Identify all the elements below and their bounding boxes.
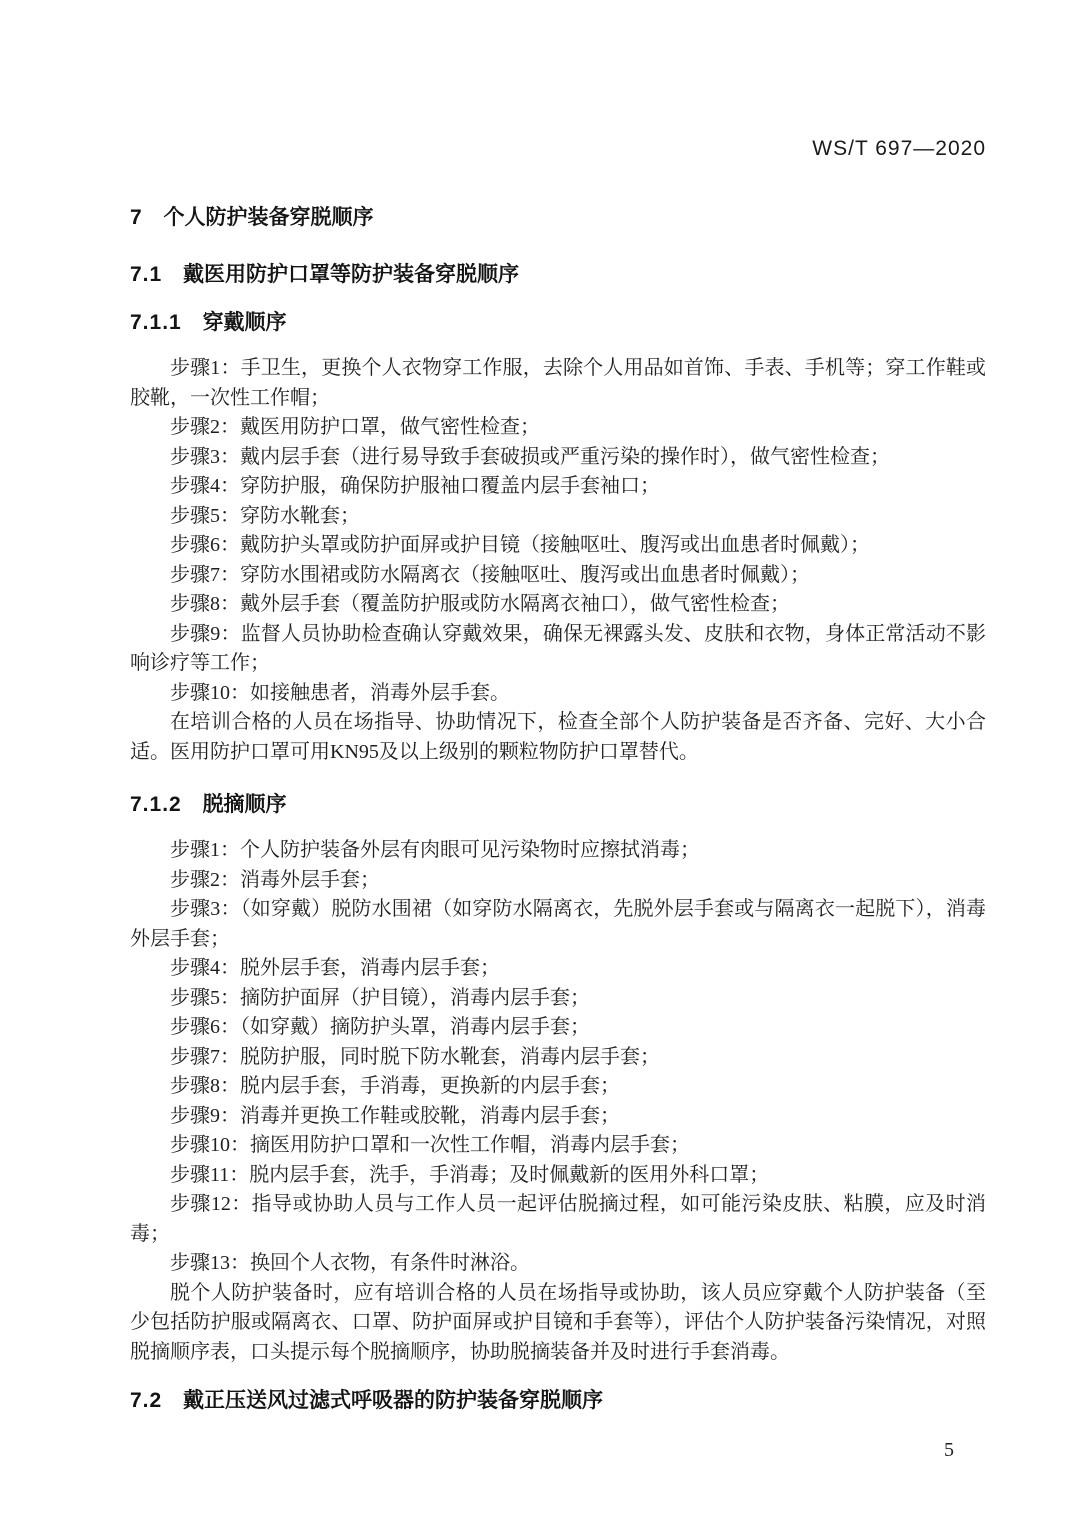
donning-step-paragraph: 步骤1：手卫生，更换个人衣物穿工作服，去除个人用品如首饰、手表、手机等；穿工作鞋或胶靴，一次性工作帽；: [130, 357, 986, 409]
doffing-steps-list: [130, 836, 986, 1279]
donning-step-paragraph: 步骤2：戴医用防护口罩，做气密性检查；: [170, 416, 540, 438]
doffing-step-paragraph: 步骤13：换回个人衣物，有条件时淋浴。: [170, 1252, 530, 1274]
doffing-note: 脱个人防护装备时，应有培训合格的人员在场指导或协助，该人员应穿戴个人防护装备（至少包括防护服或隔离衣、口罩、防护面屏或护目镜和手套等），评估个人防护装备污染情况，对照脱摘顺序表，口头提示每个脱摘顺序，协助脱摘装备并及时进行手套消毒。: [130, 1281, 986, 1363]
section-heading-7: [130, 206, 986, 230]
section-7-1-1-number: 7.1.1: [130, 311, 182, 334]
doffing-step-paragraph: 步骤10：摘医用防护口罩和一次性工作帽，消毒内层手套；: [170, 1134, 690, 1156]
donning-step-paragraph: 步骤3：戴内层手套（进行易导致手套破损或严重污染的操作时），做气密性检查；: [170, 445, 890, 468]
donning-note: 在培训合格的人员在场指导、协助情况下，检查全部个人防护装备是否齐备、完好、大小合适。医用防护口罩可用KN95及以上级别的颗粒物防护口罩替代。: [130, 711, 986, 763]
doffing-step-paragraph: 步骤12：指导或协助人员与工作人员一起评估脱摘过程，如可能污染皮肤、粘膜，应及时消毒；: [130, 1193, 986, 1245]
standard-number: WS/T 697—2020: [812, 137, 986, 160]
donning-step-paragraph: 步骤9：监督人员协助检查确认穿戴效果，确保无裸露头发、皮肤和衣物，身体正常活动不影响诊疗等工作；: [130, 622, 986, 674]
donning-step-paragraph: 步骤4：穿防护服，确保防护服袖口覆盖内层手套袖口；: [170, 475, 660, 497]
donning-step-paragraph: 步骤5：穿防水靴套；: [170, 504, 360, 527]
doffing-step-paragraph: 步骤6：（如穿戴）摘防护头罩，消毒内层手套；: [170, 1016, 590, 1038]
doffing-step-paragraph: 步骤7：脱防护服，同时脱下防水靴套，消毒内层手套；: [170, 1045, 660, 1068]
donning-steps-list: [130, 354, 986, 708]
donning-step-paragraph: 步骤6：戴防护头罩或防护面屏或护目镜（接触呕吐、腹泻或出血患者时佩戴）；: [170, 534, 870, 556]
doffing-step-paragraph: 步骤8：脱内层手套，手消毒，更换新的内层手套；: [170, 1075, 620, 1097]
donning-step-paragraph: 步骤7：穿防水围裙或防水隔离衣（接触呕吐、腹泻或出血患者时佩戴）；: [170, 563, 810, 586]
section-heading-7-1: [130, 263, 986, 287]
doffing-step-paragraph: 步骤2：消毒外层手套；: [170, 868, 380, 891]
donning-step-paragraph: 步骤8：戴外层手套（覆盖防护服或防水隔离衣袖口），做气密性检查；: [170, 593, 790, 615]
section-7-number: 7: [130, 206, 143, 229]
doffing-step-paragraph: 步骤9：消毒并更换工作鞋或胶靴，消毒内层手套；: [170, 1104, 620, 1127]
doffing-step-paragraph: 步骤4：脱外层手套，消毒内层手套；: [170, 957, 500, 979]
doffing-step-paragraph: 步骤11：脱内层手套，洗手，手消毒；及时佩戴新的医用外科口罩；: [170, 1163, 770, 1186]
page-number: 5: [944, 1439, 954, 1461]
section-7-1-1-title: 穿戴顺序: [202, 311, 287, 334]
section-7-title: 个人防护装备穿脱顺序: [163, 206, 374, 229]
section-heading-7-1-1: [130, 311, 986, 335]
section-heading-7-1-2: [130, 793, 986, 817]
section-7-1-title: 戴医用防护口罩等防护装备穿脱顺序: [183, 263, 520, 286]
section-7-2-title: 戴正压送风过滤式呼吸器的防护装备穿脱顺序: [183, 1389, 604, 1412]
section-7-1-2-number: 7.1.2: [130, 793, 182, 816]
donning-step-paragraph: 步骤10：如接触患者，消毒外层手套。: [170, 681, 510, 704]
doffing-step-paragraph: 步骤5：摘防护面屏（护目镜），消毒内层手套；: [170, 986, 590, 1009]
section-7-2-number: 7.2: [130, 1389, 163, 1412]
section-heading-7-2: [130, 1389, 986, 1413]
doffing-step-paragraph: 步骤1：个人防护装备外层有肉眼可见污染物时应擦拭消毒；: [170, 839, 700, 861]
section-7-1-2-title: 脱摘顺序: [202, 793, 287, 816]
page-content: [130, 0, 986, 1462]
doffing-step-paragraph: 步骤3：（如穿戴）脱防水围裙（如穿防水隔离衣，先脱外层手套或与隔离衣一起脱下），消毒外层手套；: [130, 898, 986, 950]
section-7-1-number: 7.1: [130, 263, 163, 286]
